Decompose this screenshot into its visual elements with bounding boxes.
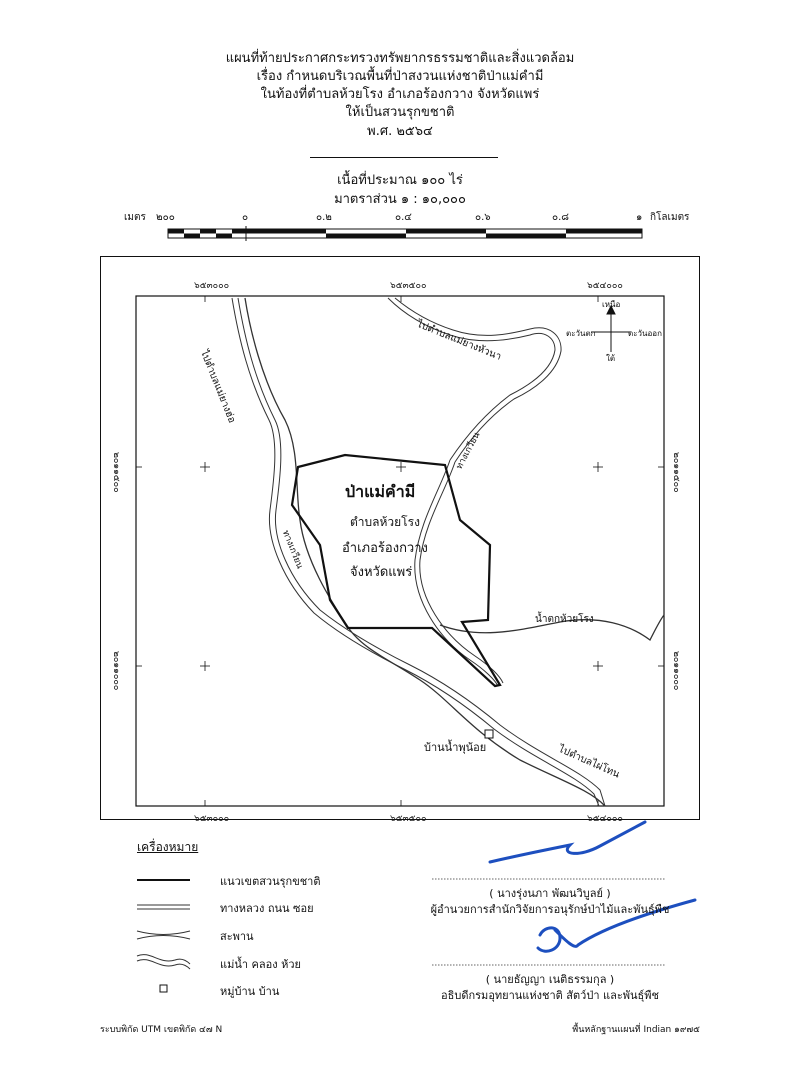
- road-se-label: ไปตำบลไผ่โทน: [556, 743, 622, 781]
- compass-icon: [591, 306, 631, 352]
- village-symbol: [485, 730, 493, 738]
- province-label: จังหวัดแพร่: [350, 565, 413, 580]
- signature-1-icon: [490, 822, 645, 862]
- legend-item-road: ทางหลวง ถนน ซอย: [220, 902, 314, 915]
- forest-name-label: ป่าแม่คำมี: [345, 482, 416, 501]
- legend-item-boundary: แนวเขตสวนรุกขชาติ: [220, 875, 321, 888]
- header-line-3: ในท้องที่ตำบลห้วยโรง อำเภอร้องกวาง จังหวัดแพร่: [260, 87, 540, 102]
- footer-left: ระบบพิกัด UTM เขตพิกัด ๔๗ N: [100, 1025, 223, 1035]
- road-ne-label: ไปตำบลแม่ยางหัวนา: [415, 318, 503, 363]
- grid-label-left: ๒๐๑๑๕๐๐: [111, 452, 121, 493]
- legend-item-bridge: สะพาน: [220, 930, 254, 943]
- legend-item-village: หมู่บ้าน บ้าน: [220, 985, 280, 998]
- header-line-4: ให้เป็นสวนรุกขชาติ: [345, 105, 455, 120]
- village-label: บ้านน้ำพุน้อย: [424, 741, 487, 754]
- header-line-5: พ.ศ. ๒๕๖๔: [367, 124, 433, 139]
- scale-label: ๐.๘: [552, 212, 569, 223]
- grid-label-right: ๒๐๑๑๐๐๐: [671, 651, 681, 691]
- scale-label: ๑: [636, 212, 643, 223]
- header-line-2: เรื่อง กำหนดบริเวณพื้นที่ป่าสงวนแห่งชาติป่าแม่คำมี: [256, 69, 544, 84]
- legend-symbols: [137, 880, 190, 992]
- scale-label: ๒๐๐: [156, 212, 175, 223]
- signatory-2-title: อธิบดีกรมอุทยานแห่งชาติ สัตว์ป่า และพันธุ์พืช: [441, 989, 659, 1002]
- legend-item-river: แม่น้ำ คลอง ห้วย: [220, 958, 301, 971]
- cart-track-label: ทางเกวียน: [279, 529, 305, 571]
- footer-right: พื้นหลักฐานแผนที่ Indian ๑๙๗๕: [572, 1025, 700, 1035]
- header-line-1: แผนที่ท้ายประกาศกระทรวงทรัพยากรธรรมชาติและสิ่งแวดล้อม: [225, 51, 575, 66]
- grid-label-top: ๖๕๓๕๐๐: [390, 281, 427, 291]
- signatory-2-name: ( นายธัญญา เนติธรรมกุล ): [485, 973, 615, 986]
- grid-label-bottom: ๖๕๔๐๐๐: [587, 814, 623, 824]
- scale-label: ๐.๒: [316, 212, 332, 223]
- scale-unit-right: กิโลเมตร: [650, 212, 690, 223]
- scale-unit-left: เมตร: [124, 212, 146, 223]
- grid-label-top: ๖๕๔๐๐๐: [587, 281, 623, 291]
- grid-label-right: ๒๐๑๑๕๐๐: [671, 452, 681, 493]
- compass-south: ใต้: [606, 354, 616, 363]
- stream-label: น้ำตกห้วยโรง: [535, 614, 594, 625]
- grid-label-top: ๖๕๓๐๐๐: [194, 281, 230, 291]
- scale-text: มาตราส่วน ๑ : ๑๐,๐๐๐: [334, 192, 466, 207]
- district-label: อำเภอร้องกวาง: [342, 541, 428, 556]
- signatory-1-name: ( นางรุ่งนภา พัฒนวิบูลย์ ): [489, 887, 611, 900]
- grid-label-bottom: ๖๕๓๐๐๐: [194, 814, 230, 824]
- scale-label: ๐.๖: [475, 212, 491, 223]
- scale-label: ๐.๔: [395, 212, 412, 223]
- grid-label-bottom: ๖๕๓๕๐๐: [390, 814, 427, 824]
- area-text: เนื้อที่ประมาณ ๑๐๐ ไร่: [337, 173, 463, 188]
- cart-track-label: ทางเกวียน: [454, 430, 483, 472]
- subdistrict-label: ตำบลห้วยโรง: [350, 515, 420, 529]
- compass-east: ตะวันออก: [628, 329, 662, 338]
- grid-label-left: ๒๐๑๑๐๐๐: [111, 651, 121, 691]
- compass-north: เหนือ: [602, 300, 621, 309]
- signatory-1-title: ผู้อำนวยการสำนักวิจัยการอนุรักษ์ป่าไม้และพันธุ์พืช: [430, 903, 670, 916]
- road-nw-label: ไปตำบลแม่ยางฮ่อ: [197, 348, 238, 425]
- legend-title: เครื่องหมาย: [137, 840, 199, 854]
- scale-label: ๐: [242, 212, 249, 223]
- compass-west: ตะวันตก: [566, 329, 596, 338]
